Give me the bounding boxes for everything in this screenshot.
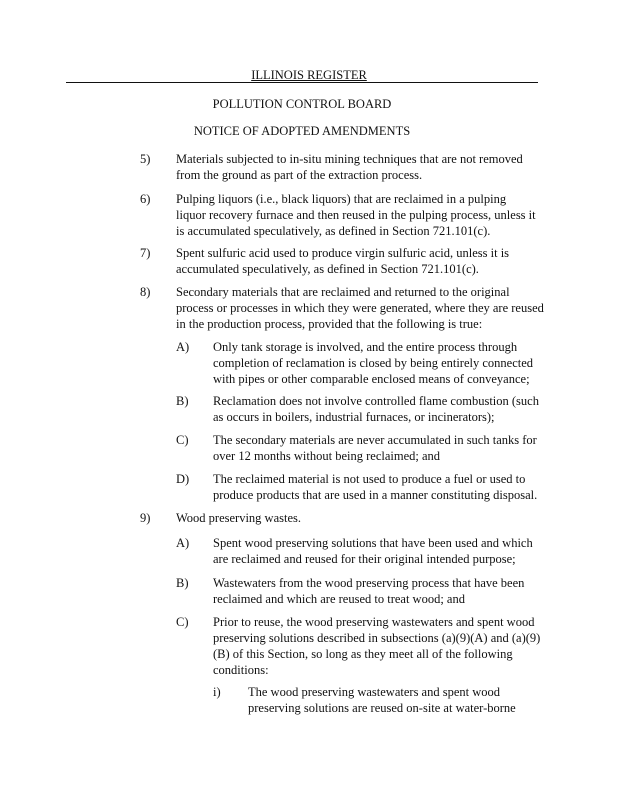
- subitem-text: The secondary materials are never accumulated in such tanks for over 12 months without being reclaimed; and: [213, 433, 537, 463]
- subsubitem-number: i): [213, 685, 221, 699]
- item-number: 6): [140, 192, 151, 206]
- register-title: ILLINOIS REGISTER: [251, 68, 367, 82]
- item-number: 9): [140, 511, 151, 525]
- subitem-text: Spent wood preserving solutions that have been used and which are reclaimed and reused for their original intended purpose;: [213, 536, 533, 566]
- item-number: 8): [140, 285, 151, 299]
- header-rule: [66, 82, 538, 83]
- item-text: Wood preserving wastes.: [176, 511, 302, 525]
- item-text: Secondary materials that are reclaimed and returned to the original process or processes in which they were generated, where they are reused in the production process, provided that the following is true:: [176, 285, 544, 331]
- subitem-number: A): [176, 340, 190, 354]
- subitem-number: A): [176, 536, 190, 550]
- subitem-number: B): [176, 394, 189, 408]
- notice-title: NOTICE OF ADOPTED AMENDMENTS: [193, 124, 411, 138]
- subitem-text: Wastewaters from the wood preserving process that have been reclaimed and which are reused to treat wood; and: [213, 576, 525, 606]
- item-text: Pulping liquors (i.e., black liquors) that are reclaimed in a pulping liquor recovery furnace and then reused in the pulping process, unless it is accumulated speculatively, as defined in Section 721.101(c).: [176, 192, 536, 238]
- subitem-text: Only tank storage is involved, and the entire process through completion of reclamation is closed by being entirely connected with pipes or other comparable enclosed means of conveyance;: [213, 340, 534, 386]
- subitem-number: C): [176, 615, 189, 629]
- subsubitem-text: The wood preserving wastewaters and spent wood preserving solutions are reused on-site at water-borne: [248, 685, 516, 715]
- item-number: 7): [140, 246, 151, 260]
- board-name: POLLUTION CONTROL BOARD: [212, 97, 392, 111]
- item-text: Materials subjected to in-situ mining techniques that are not removed from the ground as part of the extraction process.: [176, 152, 523, 182]
- item-number: 5): [140, 152, 151, 166]
- subitem-number: D): [176, 472, 190, 486]
- subitem-number: B): [176, 576, 189, 590]
- subitem-text: Reclamation does not involve controlled flame combustion (such as occurs in boilers, industrial furnaces, or incinerators);: [213, 394, 539, 424]
- subitem-number: C): [176, 433, 189, 447]
- subitem-text: Prior to reuse, the wood preserving wastewaters and spent wood preserving solutions described in subsections (a)(9)(A) and (a)(9)(B) of this Section, so long as they meet all of the following conditions:: [213, 615, 541, 677]
- subitem-text: The reclaimed material is not used to produce a fuel or used to produce products that are used in a manner constituting disposal.: [213, 472, 538, 502]
- item-text: Spent sulfuric acid used to produce virgin sulfuric acid, unless it is accumulated speculatively, as defined in Section 721.101(c).: [176, 246, 510, 276]
